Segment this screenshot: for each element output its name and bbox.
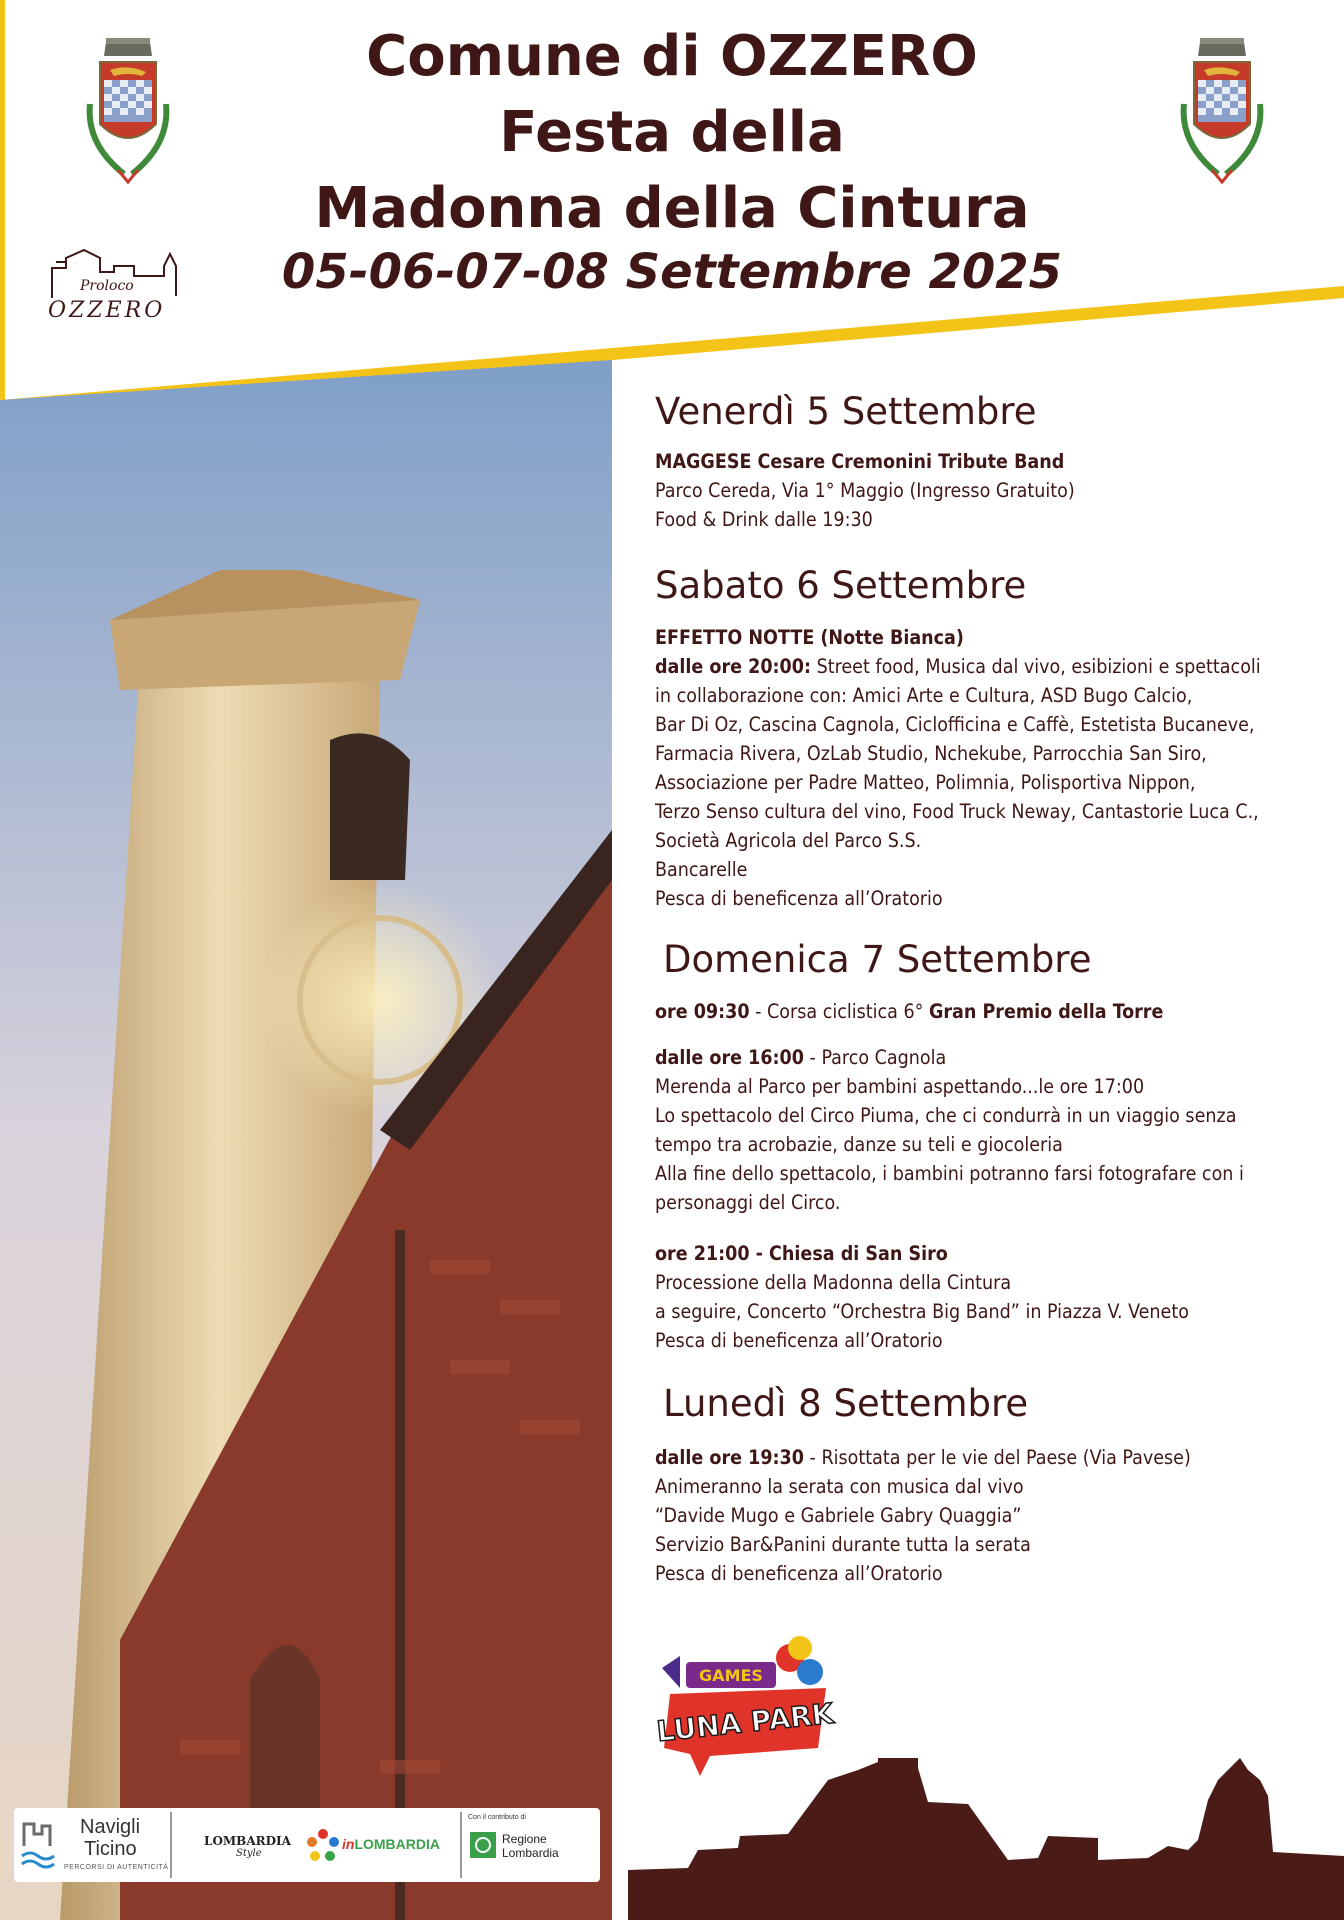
ozzero-skyline-silhouette bbox=[628, 1740, 1344, 1920]
sunday-race-name: Gran Premio della Torre bbox=[928, 1000, 1164, 1023]
lombardia-style-text: LOMBARDIA bbox=[204, 1834, 291, 1848]
day-heading-saturday: Sabato 6 Settembre bbox=[655, 564, 1027, 607]
sunday-line: a seguire, Concerto “Orchestra Big Band” in Piazza V. Veneto bbox=[655, 1300, 1189, 1323]
sunday-line: tempo tra acrobazie, danze su teli e giocoleria bbox=[655, 1133, 1063, 1156]
saturday-line: Pesca di beneficenza all’Oratorio bbox=[655, 887, 943, 910]
bell-tower-photo bbox=[0, 360, 612, 1920]
inlombardia-star-icon bbox=[306, 1828, 340, 1862]
yellow-divider bbox=[0, 0, 1344, 420]
lombardia-text: Lombardia bbox=[502, 1846, 559, 1860]
saturday-time: dalle ore 20:00: bbox=[655, 655, 811, 678]
monday-line: Animeranno la serata con musica dal vivo bbox=[655, 1475, 1024, 1498]
inlombardia-in: in bbox=[342, 1836, 355, 1852]
sunday-afternoon-line bbox=[655, 1046, 946, 1069]
luna-games-text: GAMES bbox=[699, 1666, 763, 1685]
saturday-line: Bar Di Oz, Cascina Cagnola, Ciclofficina e Caffè, Estetista Bucaneve, bbox=[655, 713, 1255, 736]
sunday-line: Pesca di beneficenza all’Oratorio bbox=[655, 1329, 943, 1352]
sunday-line: personaggi del Circo. bbox=[655, 1191, 841, 1214]
saturday-line: in collaborazione con: Amici Arte e Cultura, ASD Bugo Calcio, bbox=[655, 684, 1193, 707]
saturday-line: Terzo Senso cultura del vino, Food Truck Neway, Cantastorie Luca C., bbox=[655, 800, 1259, 823]
friday-food: Food & Drink dalle 19:30 bbox=[655, 508, 873, 531]
monday-time: dalle ore 19:30 bbox=[655, 1446, 804, 1469]
sunday-race-time: ore 09:30 bbox=[655, 1000, 750, 1023]
sponsor-bar bbox=[14, 1808, 600, 1882]
day-heading-friday: Venerdì 5 Settembre bbox=[655, 390, 1037, 433]
proloco-name: OZZERO bbox=[48, 298, 166, 323]
saturday-time-line bbox=[655, 655, 1261, 678]
day-heading-monday: Lunedì 8 Settembre bbox=[663, 1382, 1029, 1425]
lombardia-style-sub: Style bbox=[236, 1848, 262, 1859]
monday-desc: - Risottata per le vie del Paese (Via Pavese) bbox=[803, 1446, 1191, 1469]
proloco-label: Proloco bbox=[80, 278, 134, 294]
sunday-afternoon-place: - Parco Cagnola bbox=[803, 1046, 947, 1069]
monday-time-line bbox=[655, 1446, 1191, 1469]
navigli-ticino-logo-icon bbox=[20, 1816, 60, 1874]
monday-line: Servizio Bar&Panini durante tutta la serata bbox=[655, 1533, 1031, 1556]
title-festa: Festa della bbox=[499, 100, 845, 165]
luna-park-text: LUNA PARK bbox=[655, 1696, 835, 1749]
friday-location: Parco Cereda, Via 1° Maggio (Ingresso Gratuito) bbox=[655, 479, 1075, 502]
monday-line: “Davide Mugo e Gabriele Gabry Quaggia” bbox=[655, 1504, 1022, 1527]
title-madonna: Madonna della Cintura bbox=[314, 176, 1030, 241]
ticino-text: Ticino bbox=[84, 1838, 137, 1860]
saturday-event-title: EFFETTO NOTTE (Notte Bianca) bbox=[655, 626, 964, 649]
navigli-tagline: PERCORSI DI AUTENTICITÀ bbox=[64, 1864, 169, 1871]
sponsor-divider bbox=[170, 1812, 172, 1878]
sunday-race-desc: - Corsa ciclistica 6° bbox=[749, 1000, 929, 1023]
contributo-label: Con il contributo di bbox=[468, 1814, 526, 1821]
monday-line: Pesca di beneficenza all’Oratorio bbox=[655, 1562, 943, 1585]
sunday-line: Alla fine dello spettacolo, i bambini potranno farsi fotografare con i bbox=[655, 1162, 1244, 1185]
inlombardia-text bbox=[342, 1836, 440, 1852]
sponsor-divider bbox=[460, 1812, 462, 1878]
friday-event-title: MAGGESE Cesare Cremonini Tribute Band bbox=[655, 450, 1065, 473]
sunday-afternoon-time: dalle ore 16:00 bbox=[655, 1046, 804, 1069]
saturday-desc: Street food, Musica dal vivo, esibizioni e spettacoli bbox=[811, 655, 1261, 678]
day-heading-sunday: Domenica 7 Settembre bbox=[663, 938, 1092, 981]
sunday-line: Processione della Madonna della Cintura bbox=[655, 1271, 1012, 1294]
sunday-evening-title: ore 21:00 - Chiesa di San Siro bbox=[655, 1242, 948, 1265]
saturday-line: Associazione per Padre Matteo, Polimnia, Polisportiva Nippon, bbox=[655, 771, 1196, 794]
title-comune: Comune di OZZERO bbox=[366, 24, 978, 89]
inlombardia-name: LOMBARDIA bbox=[354, 1836, 440, 1852]
navigli-text: Navigli bbox=[80, 1816, 141, 1838]
saturday-line: Bancarelle bbox=[655, 858, 748, 881]
saturday-line: Farmacia Rivera, OzLab Studio, Nchekube, Parrocchia San Siro, bbox=[655, 742, 1207, 765]
regione-lombardia-rose-icon bbox=[470, 1832, 496, 1858]
header bbox=[0, 0, 1344, 400]
event-dates: 05-06-07-08 Settembre 2025 bbox=[281, 244, 1063, 300]
sunday-race-line bbox=[655, 1000, 1163, 1023]
sunday-line: Merenda al Parco per bambini aspettando...le ore 17:00 bbox=[655, 1075, 1145, 1098]
saturday-line: Società Agricola del Parco S.S. bbox=[655, 829, 922, 852]
regione-text: Regione bbox=[502, 1832, 547, 1846]
sunday-line: Lo spettacolo del Circo Piuma, che ci condurrà in un viaggio senza bbox=[655, 1104, 1237, 1127]
